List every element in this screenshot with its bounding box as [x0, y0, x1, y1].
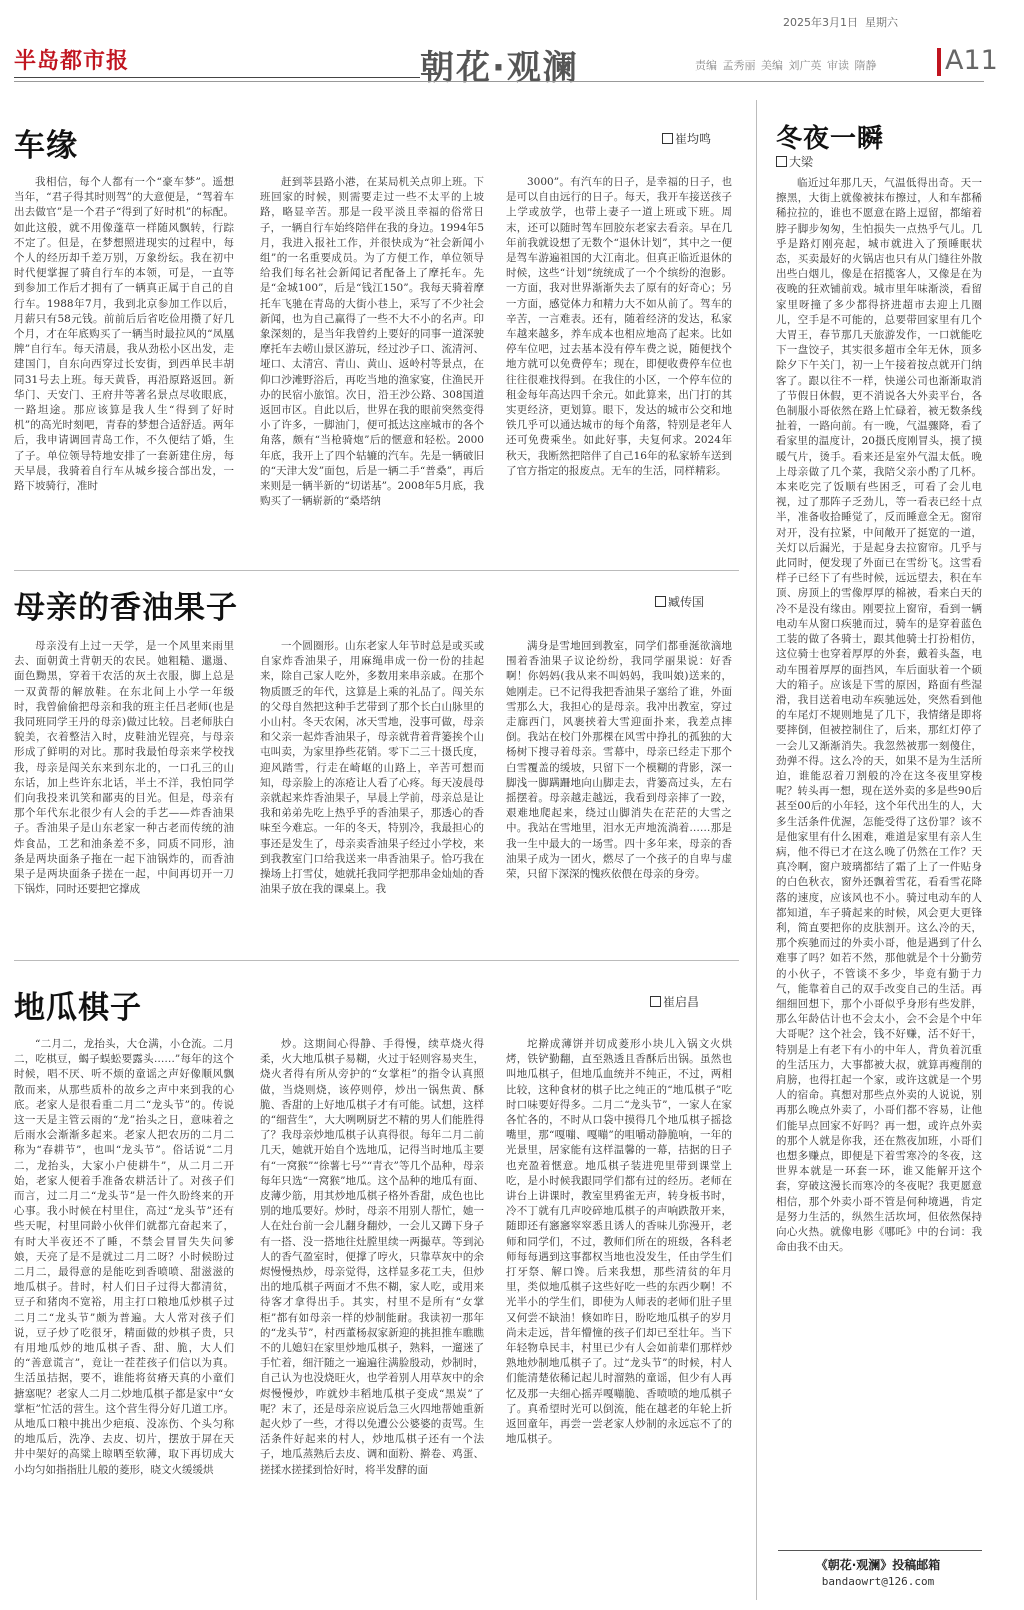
article-byline: 臧传国 [655, 593, 704, 610]
article-byline: 崔均鸣 [662, 130, 711, 147]
page-number: A11 [945, 45, 998, 76]
article-column: 赶到莘县路小港，在某局机关点卯上班。下班回家的时候，则需要走过一些不太平的上坡路，略显辛苦。那是一段平淡且幸福的俗常日子，一辆自行车始终陪伴在我的身边。1994年5月，我进入报社工作，并很快成为“社会新闻小组”的一名重要成员。为了方便工作，单位领导给我们每名社会新闻记者配备上了摩托车。先是“金城100”，后是“钱江150”。我每天骑着摩托车飞驰在青岛的大街小巷上，采写了不少社会新闻，也为自己赢得了一些不大不小的名声。印象深刻的，是当年我曾约上要好的同事一道深驶摩托车去崂山景区游玩，经过沙子口、流清河、垭口、太清宫、青山、黄山、返岭村等景点，在仰口沙滩野浴后，再吃当地的渔家宴，住渔民开办的民宿小旅馆。次日，沿王沙公路、308国道返回市区。自此以后，世界在我的眼前突然变得小了许多，一脚油门，便可抵达这座城市的各个角落，颇有“当枪骑炮”后的惬意和轻松。2000年底，我开上了四个轱辘的汽车。先是一辆破旧的“天津大发”面包，后是一辆二手“普桑”，再后来则是一辆半新的“切诺基”。2008年5月底，我购买了一辆崭新的“桑塔纳 [260, 176, 484, 508]
editor-credits: 责编 孟秀丽 美编 刘广英 审读 隋静 [695, 59, 877, 72]
article-column: 母亲没有上过一天学，是一个风里来雨里去、面朝黄土背朝天的农民。她粗糙、邋遢、面色黝黑，穿着干农活的灰土衣服，脚上总是一双黄帮的解放鞋。在东北间上小学一年级时，我曾偷偷把母亲和我的班主任吕老师(也是我同班同学王丹的母亲)做过比较。吕老师肤白貌美，衣着整洁入时，皮鞋油光锃亮，与母亲形成了鲜明的对比。那时我最怕母亲来学校找我，母亲是闯关东来到东北的，一口孔三的山东话，加上些许东北话，半土不洋，我怕同学们向我投来讥笑和鄙夷的目光。但是，母亲有那个年代东北很少有人会的手艺——炸香油果子。香油果子是山东老家一种古老而传统的油炸食品，工艺和油条差不多，同质不同形，油条是两块面条子拖在一起下油锅炸的，而香油果子是两块面条子搓在一起，中间再切开一刀下锅炸，同时还要把它撑成 [14, 640, 234, 896]
article-title: 地瓜棋子 [14, 990, 142, 1026]
article-title: 冬夜一瞬 [776, 124, 885, 154]
page-number-marker [937, 48, 941, 76]
article-column: 坨擀成薄饼并切成菱形小块儿入锅文火烘烤，铁铲勤翻，直至熟透且香酥后出锅。虽然也叫地瓜棋子，但地瓜血统并不纯正，不过，两相比较，这种食材的棋子比之纯正的“地瓜棋子”吃时口味要好得多。二月二“龙头节”，一家人在家各忙各的，不时从口袋中摸得几个地瓜棋子摇捻嘴里，那“嘎嘣、嘎嘣”的咀嚼动静脆响，一年的光景里，居家能有这样温馨的一幕，拮据的日子也充盈着惬意。地瓜棋子装进兜里带到课堂上吃，是小时候我跟同学们都有过的经历。老师在讲台上讲课时，教室里鸦雀无声，转身板书时，冷不丁就有几声咬碎地瓜棋子的声响跌散开来，随即还有窸窸窣窣悉且诱人的香味儿弥漫开，老师和同学们，不过，教师们所在的班级，各科老师每每遇到这事都权当地也没发生，任由学生们打牙祭、解口馋。后来我想，那些清贫的年月里，类似地瓜棋子这些好吃一些的东西少啊！不光半小的学生们，即使为人师表的老师们肚子里又何尝不缺油！倏如昨日，盼吃地瓜棋子的岁月尚未走远，昔年懵憧的孩子们却已至壮年。当下年轻物阜民丰，村里已少有人会如前辈们那样炒熟地炒制地瓜棋子了。过“龙头节”的时候，村人们能清楚依稀记起儿时溜熟的童谣，但少有人再忆及那一夫细心摇弄嘎嘣脆、香喷喷的地瓜棋子了。真希望时光可以倒流，能在越老的年轮上折返回童年，再尝一尝老家人炒制的永远忘不了的地瓜棋子。 [506, 1038, 732, 1446]
section-divider [14, 570, 739, 571]
article-column: 满身是雪地回到教室，同学们都垂涎欲滴地围着香油果子议论纷纷，我同学丽果说：好香啊！你妈妈(我从来不叫妈妈，我叫娘)送来的，她刚走。已不记得我把香油果子塞给了谁，外面雪那么大，我担心的是母亲。我冲出教室，穿过走廊西门，风裹挟着大雪迎面扑来，我差点摔倒。我站在校门外那棵在风雪中挣扎的孤独的大杨树下搜寻着母亲。雪幕中，母亲已经走下那个白雪覆盖的缓坡，只留下一个模糊的背影，深一脚浅一脚蹒跚地向山脚走去，背篓高过头，左右摇摆着。母亲越走越远，我看到母亲摔了一跤，艰难地爬起来，绕过山脚消失在茫茫的大雪之中。我站在雪地里，泪水无声地流淌着……那是我一生中最大的一场雪。四十多年来，母亲的香油果子成为一团火，燃尽了一个孩子的自卑与虚荣，只留下深深的愧疚依偎在母亲的身旁。 [506, 640, 732, 881]
article-column: 一个圆圈形。山东老家人年节时总是或买或自家炸香油果子，用麻绳串成一份一份的挂起来，除自己家人吃外，多数用来串亲戚。在那个物质匮乏的年代，这算是上乘的礼品了。闯关东的父母自然把这种手艺带到了那个长白山脉里的小山村。冬天农闲，冰天雪地，没事可做，母亲和父亲一起炸香油果子，母亲就背着背篓挨个山屯叫卖，为家里挣些花销。零下二三十摄氏度，迎风踏雪，行走在崎岖的山路上，辛苦可想而知，母亲脸上的冻疮让人看了心疼。每天凌晨母亲就起来炸香油果子，早晨上学前，母亲总是让我和弟弟先吃上热乎乎的香油果子，那透心的香味至今难忘。一年的冬天，特别冷，我最担心的事还是发生了，母亲卖香油果子经过小学校，来到我教室门口给我送来一串香油果子。恰巧我在操场上打雪仗，她就托我同学把那串金灿灿的香油果子放在我的课桌上。我 [260, 640, 484, 896]
article-byline: 大梁 [776, 153, 813, 170]
mailbox-rule [778, 1550, 982, 1551]
article-title: 母亲的香油果子 [14, 590, 238, 626]
article-byline: 崔启昌 [650, 993, 699, 1010]
submission-mailbox-title: 《朝花·观澜》投稿邮箱 [815, 1558, 941, 1572]
article-title: 车缘 [14, 128, 78, 164]
column-divider [756, 100, 757, 1600]
masthead-rule [14, 77, 420, 78]
article-column: 临近过年那几天，气温低得出奇。天一擦黑，大街上就像被抹布擦过，人和车都稀稀拉拉的，谁也不愿意在路上逗留，都缩着脖子脚步匆匆，生怕损失一点热乎气儿。几乎是路灯刚亮起，城市就进入了预睡眠状态，买卖最好的火锅店也只有从门缝往外散出些白烟儿，像是在招揽客人，又像是在为夜晚的狂欢铺前戏。城市里年味渐淡，看留家里呀撞了多少都得挤进超市去迎上几圈儿，空手是不可能的，总要带回家里有几个大胃王，春节那几天旅游发作，一口就能吃下一盘饺子，其实很多超市全年无休，顶多除夕下午关门，初一上午接着按点就开门纳客了。跟以往不一样，快递公司也渐渐取消了节假日休假，更不消说各大外卖平台，各色制服小哥依然在路上忙碌着，被无数条线扯着，一路向前。有一晚，气温骤降，看了看家里的温度计，20摄氏度刚冒头，摸了摸暖气片，烫手。看来还是室外气温太低。晚上母亲做了几个菜，我陪父亲小酌了几杯。本来吃完了饭顺有些困乏，可看了会儿电视，过了那阵子乏劲儿，等一看表已经十点半，准备收拾睡觉了，反而睡意全无。窗帘对开，没有拉紧，中间敞开了挺宽的一道，关灯以后漏光，于是起身去拉窗帘。几乎与此同时，便发现了外面已在雪纷飞。这雪看样子已经下了有些时候，远远望去，积在车顶、房顶上的雪像厚厚的棉被，看来白天的冷不是没有缘由。刚要拉上窗帘，看到一辆电动车从窗口疾驰而过，骑车的是穿着蓝色工装的做了各骑士，跟其他骑士打扮相仿，这位骑士也穿着厚厚的外套，戴着头盔，电动车围着厚厚的面挡风，车后面驮着一个硕大的箱子。应该是下雪的原因，路面有些湿滑，我目送着电动车疾驰远处，突然看到他的车尾灯不规则地晃了几下，我情绪是即将要摔倒，但被控制住了，后来，那红灯停了一会儿又渐渐消失。我忽然被那一刻傻住，劲弹不得。这么冷的天，如果不是为生活所迫，谁能忍着刀割般的冷在这冬夜里穿梭呢？转头再一想，现在送外卖的多是些90后甚至00后的小年轻，这个年代出生的人，大多生活条件优渥，怎能受得了这份罪？该不是他家里有什么困难，难道是家里有亲人生病，他不得已才在这么晚了仍然在工作？天真冷啊，窗户玻璃都结了霜了上了一件贴身的白色秋衣，窗外还飘着雪花，看看雪花降落的速度，应该风也不小。骑过电动车的人都知道，车子骑起来的时候，风会更大更锋利，简直要把你的皮肤割开。这么冷的天，那个疾驰而过的外卖小哥，他是遇到了什么难事了吗？如若不然，那他就是个十分勤劳的小伙子，不管谈不多少，毕竟有勤于力气，能靠着自己的双手改变自己的生活。再细细回想下，那个小哥似乎身形有些发胖，那么年龄估计也不会太小，会不会是个中年大哥呢？这个社会，钱不好赚，活不好干，特别是上有老下有小的中年人，背负着沉重的生活压力，大事都被大叔，就算再瘦削的肩膀，也得扛起一个家，或许这就是一个男人的宿命。真想对那些点外卖的人说说，别再那么晚点外卖了，小哥们都不容易，让他们能早点回家不好吗？再一想，或许点外卖的那个人就是你我，还在熬夜加班，小哥们也想多赚点，即便是下着雪寒冷的冬夜，这世界本就是一环套一环，谁又能解开这个套，穿破这漫长而寒冷的冬夜呢？我更愿意相信，那个外卖小哥不管是何种境遇，肯定是努力生活的，纵然生活坎坷，但依然保持向心火热。就像电影《哪吒》中的台词：我命由我不由天。 [776, 177, 982, 1254]
article-column: 3000”。有汽车的日子，是幸福的日子，也是可以自由远行的日子。每天，我开车接送孩子上学或放学，也带上妻子一道上班或下班。周末，还可以随时驾车回胶东老家去看亲。早在几年前我就设想了无数个“退休计划”，其中之一便是驾车游遍祖国的大江南北。但真正临近退休的时候，这些“计划”统统成了一个个缤纷的泡影。一方面，我对世界渐渐失去了原有的好奇心；另一方面，感觉体力和精力大不如从前了。驾车的辛苦，一言难表。还有，随着经济的发达，私家车越来越多，养车成本也相应地高了起来。比如停车位吧，过去基本没有停车费之说，随便找个地方就可以免费停车；现在，即便收费停车位也往往很难找得到。在我住的小区，一个停车位的租金每年高达四千余元。如此算来，出门打的其实更经济，更划算。眼下，发达的城市公交和地铁几乎可以通达城市的每个角落，特别是老年人还可免费乘坐。如此好事，夫复何求。2024年秋天，我断然把陪伴了自己16年的私家轿车送到了官方指定的报废点。无车的生活，同样精彩。 [506, 176, 732, 477]
article-column: 炒。这期间心得静、手得慢，续草烧火得柔，火大地瓜棋子易糊，火过于轻则容易夹生，烧火者得有所从旁护的“女掌柜”的指令认真照做，当烧则烧，该停则停，炒出一锅焦黄、酥脆、香甜的上好地瓜棋子才有可能。试想，这样的“细营生”，大大咧咧厨艺不精的男人们能胜得了？我母亲炒地瓜棋子认真得很。每年二月二前几天，她就开始自个选地瓜，记得当时地瓜主要有“一窝猴”“徐薯七号”“青衣”等几个品种，母亲每年只选“一窝猴”地瓜。这个品种的地瓜有面、皮薄少筋，用其炒地瓜棋子格外香甜，成色也比别的地瓜要好。炒时，母亲不用别人帮忙，她一人在灶台前一会儿翻身翻炒，一会儿又蹲下身子有一搭、没一搭地往灶膛里续一两撮草。等到沁人的香气盈室时，便撑了哼火，只靠草灰中的余烬慢慢热炒，母亲觉得，这样显多花工夫，但炒出的地瓜棋子两面才不焦不糊，家人吃，或用来待客才拿得出手。其实，村里不是所有“女掌柜”都有如母亲一样的炒制能耐。我读初一那年的“龙头节”，村西董杨叔家新迎的挑担推车瞧瞧不的儿媳妇在家里炒地瓜棋子，熟料，一遛迷了手忙着，细汗随之一遍遍往满脸殷动，炒制时，自己认为也没烧旺火，也学着别人用草灰中的余烬慢慢炒，咋就炒丰稻地瓜棋子变成“黑炭”了呢？末了，还是母亲应说后急三火四地帮她重新起火炒了一些，才得以免遭公公婆婆的责骂。生活条件好起来的村人，炒地瓜棋子还有一个法子，地瓜蒸熟后去皮、调和面粉、擀卷、鸡蛋、搓揉水搓揉到恰好时，将半发酵的面 [260, 1038, 484, 1476]
article-column: 我相信，每个人都有一个“豪车梦”。遥想当年，“君子得其时则驾”的大意便是，“驾着车出去做官”是一个君子“得到了好时机”的标配。如此这般，就不用像蓬草一样随风飘转，行踪不定了。但是，在梦想照进现实的过程中，每个人的经历却千差万别，万象纷纭。我在初中时代便掌握了骑自行车的本领，可是，一直等到参加工作后才拥有了一辆真正属于自己的自行车。1988年7月，我到北京参加工作以后，月薪只有58元钱。前前后后省吃俭用攒了好几个月，才在年底购买了一辆当时最拉风的“凤凰牌”自行车。每天清晨，我从劲松小区出发，走建国门，自东向西穿过长安街，到西单民丰胡同31号去上班。每天黄昏，再沿原路返回。新华门、天安门、王府井等著名景点尽收眼底，一路坦途。那应该算是我人生“得到了好时机”的高光时刻吧，青春的梦想合适舒适。两年后，我申请调回青岛工作，不久便结了婚，生了子。单位领导特地安排了一套新建住房，每天早晨，我骑着自行车从城乡接合部出发，一路下坡骑行，准时 [14, 176, 234, 493]
issue-date: 2025年3月1日 星期六 [783, 16, 898, 29]
submission-email[interactable]: bandaowrt@126.com [821, 1575, 935, 1588]
section-title: 朝花·观澜 [420, 48, 579, 88]
newspaper-logo: 半岛都市报 [14, 49, 130, 74]
section-divider [14, 960, 739, 961]
article-column: “二月二，龙抬头，大仓满，小仓流。二月二，吃棋豆，蝎子蜈蚣要露头……”每年的这个时候，唱不厌、听不烦的童谣之声好像顺风飘散而来，从那些质朴的故乡之声中来到我的心底。老家人是很看重二月二“龙头节”的。传说这一天是主管云雨的“龙”抬头之日，意味着之后雨水会渐渐多起来。老家人把农历的二月二称为“春耕节”，也叫“龙头节”。俗话说“二月二，龙抬头，大家小户使耕牛”，从二月二开始，老家人便着手准备农耕活计了。对孩子们而言，过二月二“龙头节”是一件久盼终来的开心事。我小时候在村里住，高过“龙头节”还有些天呢，村里同龄小伙伴们就都亢奋起来了，有时大半夜还不了睡，不禁会冒冒失失问爹娘，天亮了是不是就过二月二呀？小时候盼过二月二，最得意的是能吃到香喷喷、甜滋滋的地瓜棋子。昔时，村人们日子过得大都清贫，豆子和猪肉不宽裕，用主打口粮地瓜炒棋子过二月二“龙头节”颇为普遍。大人常对孩子们说，豆子炒了吃很牙，精面做的炒棋子贵，只有用地瓜炒的地瓜棋子香、甜、脆，大人们的“善意谎言”，竟让一茬茬孩子们信以为真。生活虽拮据，要不，谁能将贫瘠天真的小童们搪塞呢？老家人二月二炒地瓜棋子都是家中“女掌柜”忙活的营生。这个营生得分好几道工序。从地瓜口粮中挑出少疤痕、没冻伤、个头匀称的地瓜后，洗净、去皮、切片，摆放于屏在天井中架好的高粱上晾晒至软薄，取下再切成大小均匀如指指肚儿般的菱形，晓文火缓缓烘 [14, 1038, 234, 1476]
header-divider [14, 81, 984, 82]
